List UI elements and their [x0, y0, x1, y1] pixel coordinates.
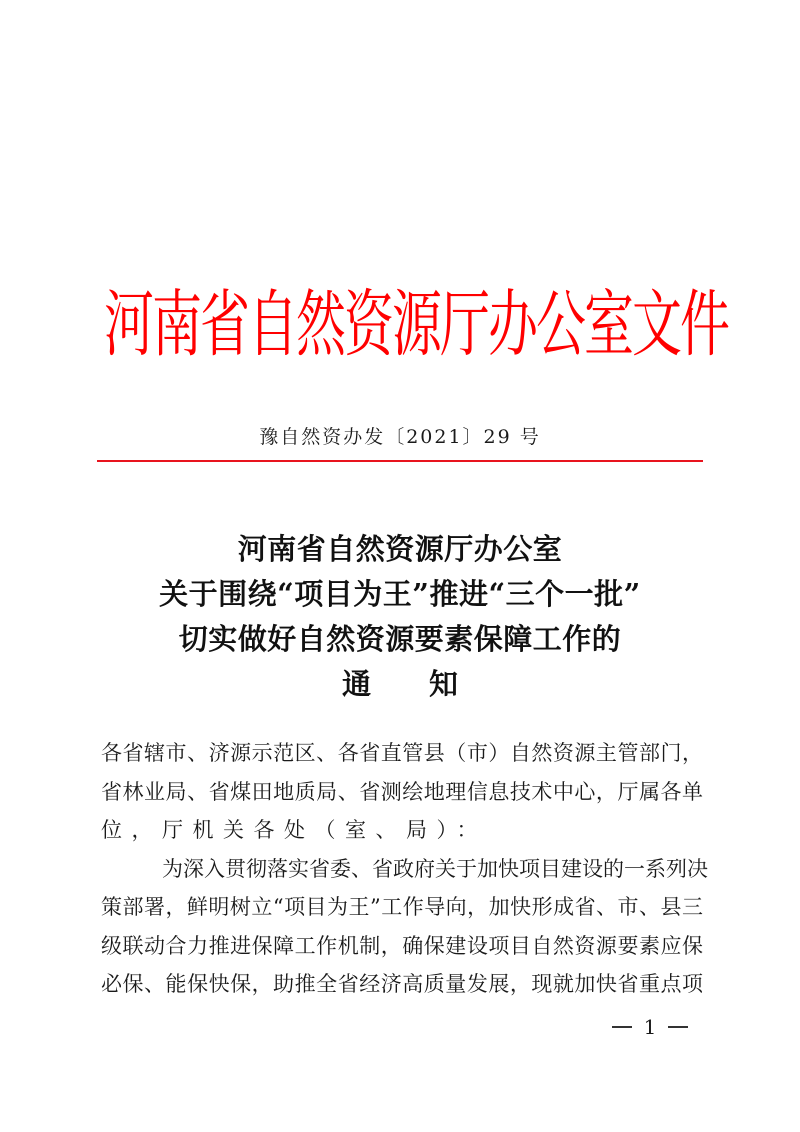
masthead-char: 省 — [200, 282, 250, 368]
masthead-char: 文 — [632, 282, 682, 368]
masthead-title — [104, 282, 730, 368]
title-line: 河南省自然资源厅办公室 — [237, 532, 563, 566]
body-line: 级联动合力推进保障工作机制，确保建设项目自然资源要素应保 — [101, 933, 703, 958]
notice-title — [0, 527, 800, 707]
page-number — [595, 1014, 705, 1040]
masthead-char: 办 — [488, 282, 538, 368]
document-number: 豫自然资办发〔2021〕29 号 — [259, 426, 541, 448]
body-line: 必保、能保快保，助推全省经济高质量发展，现就加快省重点项 — [101, 972, 703, 996]
masthead-char: 资 — [344, 282, 394, 368]
page-number-dash-left — [612, 1026, 632, 1028]
page-number-dash-right — [668, 1026, 688, 1028]
masthead-char: 南 — [152, 282, 202, 368]
masthead-char: 源 — [392, 282, 442, 368]
masthead-char: 然 — [296, 282, 346, 368]
title-line: 关于围绕“项目为王”推进“三个一批” — [159, 577, 641, 611]
masthead-char: 公 — [536, 282, 586, 368]
addressee-line: 省林业局、省煤田地质局、省测绘地理信息技术中心，厅属各单 — [101, 779, 703, 804]
body-line: 策部署，鲜明树立“项目为王”工作导向，加快形成省、市、县三 — [101, 895, 703, 919]
masthead-char: 件 — [680, 282, 730, 368]
body-line: 为深入贯彻落实省委、省政府关于加快项目建设的一系列决 — [162, 856, 708, 881]
masthead-char: 室 — [584, 282, 634, 368]
masthead-char: 自 — [248, 282, 298, 368]
masthead-char: 河 — [104, 282, 154, 368]
title-notice-left: 通 — [341, 667, 371, 701]
addressee-line: 位，厅机关各处（室、局）： — [101, 818, 487, 842]
title-line: 切实做好自然资源要素保障工作的 — [178, 622, 622, 656]
body-paragraph — [101, 850, 708, 1004]
addressee-line: 各省辖市、济源示范区、各省直管县（市）自然资源主管部门， — [101, 741, 703, 765]
page-number-value: 1 — [643, 1015, 657, 1039]
masthead-char: 厅 — [440, 282, 490, 368]
body-text — [101, 734, 708, 1004]
title-notice-right: 知 — [429, 667, 459, 701]
red-divider-rule — [97, 460, 703, 462]
addressee-paragraph — [101, 734, 703, 850]
title-line-notice — [0, 662, 800, 707]
